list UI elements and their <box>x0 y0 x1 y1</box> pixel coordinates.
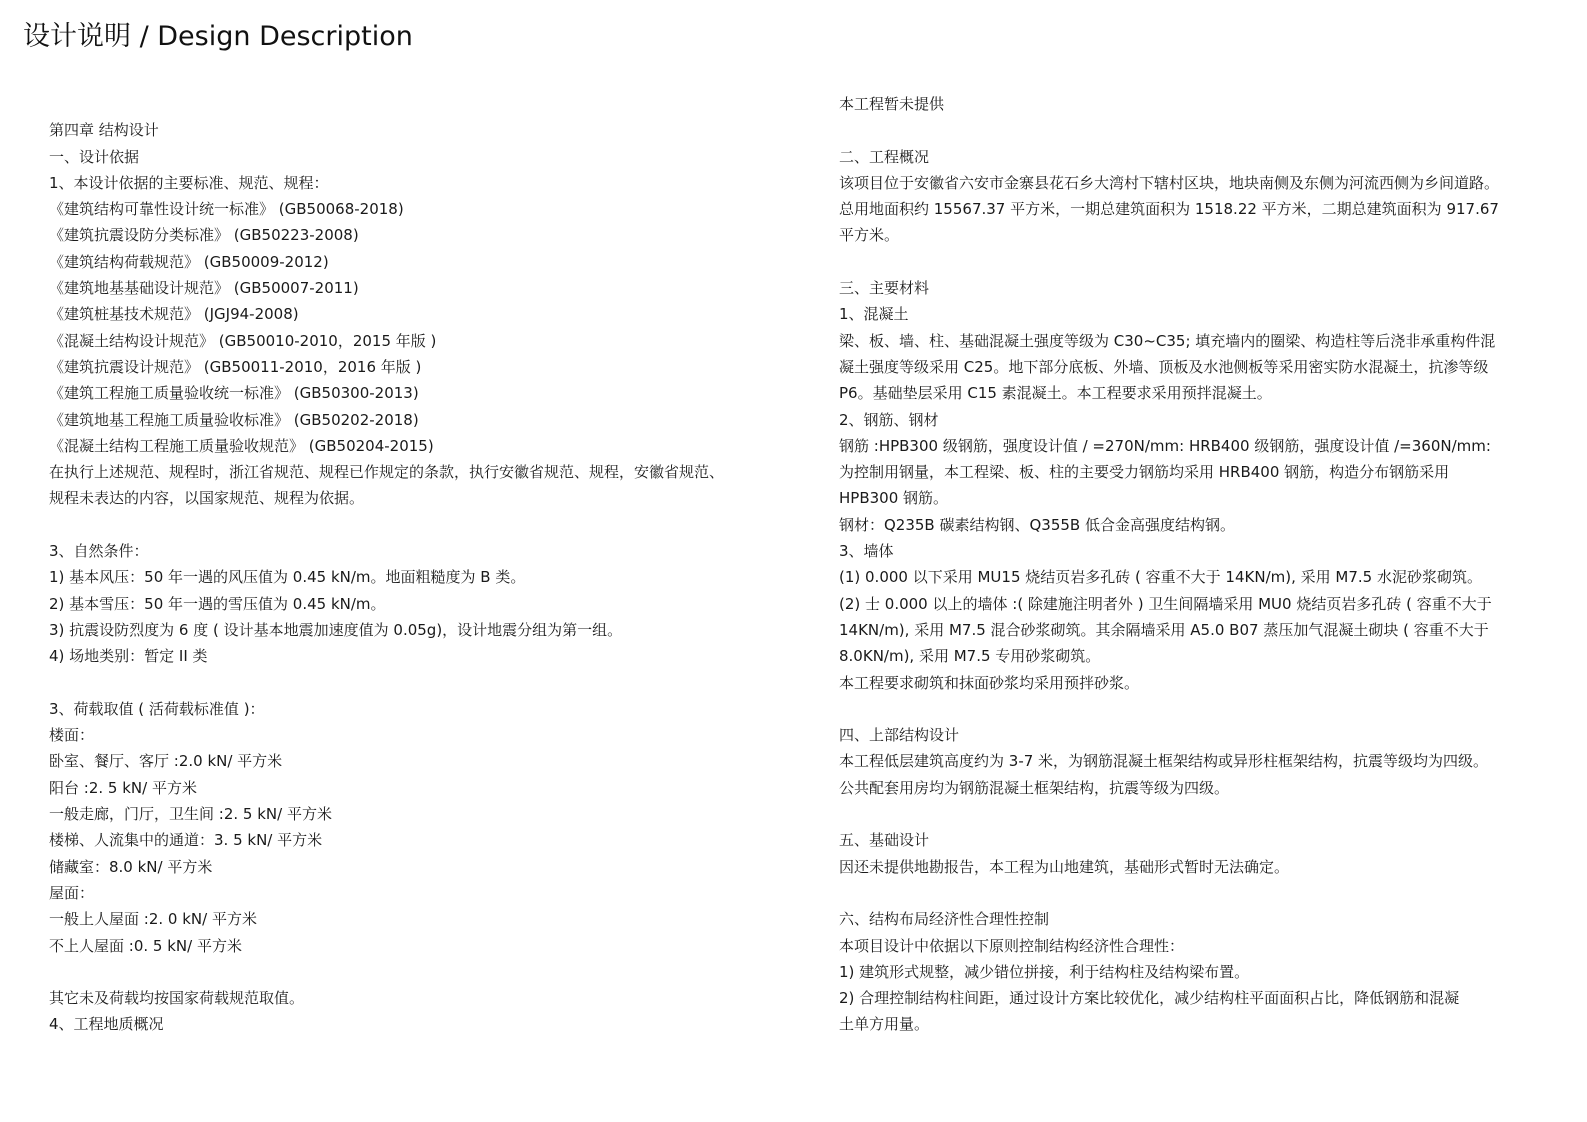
load-item: 储藏室：8.0 kN/ 平方米 <box>49 857 213 876</box>
text-line: 总用地面积约 15567.37 平方米，一期总建筑面积为 1518.22 平方米，二期总建筑面积为 917.67 <box>839 200 1499 219</box>
text-line: 为控制用钢量，本工程梁、板、柱的主要受力钢筋均采用 HRB400 钢筋，构造分布钢筋采用 <box>839 463 1450 482</box>
text-line <box>839 249 1539 275</box>
text-line: 平方米。 <box>839 226 900 245</box>
subsection-heading: 1、混凝土 <box>839 305 909 324</box>
text-line: 本工程要求砌筑和抹面砂浆均采用预拌砂浆。 <box>839 673 1140 692</box>
subsection-heading: 2、钢筋、钢材 <box>839 410 939 429</box>
text-line: 该项目位于安徽省六安市金寨县花石乡大湾村下辖村区块，地块南侧及东侧为河流西侧为乡间道路。 <box>839 173 1500 192</box>
text-line: 8.0KN/m), 采用 M7.5 专用砂浆砌筑。 <box>839 647 1101 666</box>
text-line <box>839 880 1539 906</box>
text-line: 钢材：Q235B 碳素结构钢、Q355B 低合金高强度结构钢。 <box>839 515 1235 534</box>
text-line: 梁、板、墙、柱、基础混凝土强度等级为 C30~C35; 填充墙内的圈梁、构造柱等后浇非承重构件混 <box>839 331 1496 350</box>
text-line: 4) 场地类别：暂定 II 类 <box>49 647 208 666</box>
text-line: 土单方用量。 <box>839 1015 930 1034</box>
text-line: 规程未表达的内容，以国家规范、规程为依据。 <box>49 489 365 508</box>
standard-item: 《建筑结构荷载规范》 (GB50009-2012) <box>49 252 329 271</box>
text-line <box>49 959 779 985</box>
text-line: 本项目设计中依据以下原则控制结构经济性合理性： <box>839 936 1185 955</box>
page-title: 设计说明 / Design Description <box>23 21 413 52</box>
text-line: 本工程暂未提供 <box>839 95 945 113</box>
chapter-heading: 第四章 结构设计 <box>49 121 159 140</box>
text-line: 1、本设计依据的主要标准、规范、规程： <box>49 173 329 192</box>
text-line: 因还未提供地勘报告，本工程为山地建筑，基础形式暂时无法确定。 <box>839 857 1290 876</box>
text-line <box>49 512 779 538</box>
section-heading: 三、主要材料 <box>839 279 930 298</box>
text-line <box>49 91 779 117</box>
standard-item: 《建筑桩基技术规范》 (JGJ94-2008) <box>49 305 299 324</box>
load-item: 不上人屋面 :0. 5 kN/ 平方米 <box>49 936 242 955</box>
text-line: 楼面： <box>49 726 95 745</box>
text-line <box>839 801 1539 827</box>
load-item: 一般走廊，门厅，卫生间 :2. 5 kN/ 平方米 <box>49 805 332 824</box>
text-line <box>49 670 779 696</box>
section-heading: 六、结构布局经济性合理性控制 <box>839 910 1050 929</box>
load-item: 阳台 :2. 5 kN/ 平方米 <box>49 778 197 797</box>
text-line: (1) 0.000 以下采用 MU15 烧结页岩多孔砖 ( 容重不大于 14KN/m), 采用 M7.5 水泥砂浆砌筑。 <box>839 568 1482 587</box>
section-heading: 五、基础设计 <box>839 831 930 850</box>
text-line: 公共配套用房均为钢筋混凝土框架结构，抗震等级为四级。 <box>839 778 1230 797</box>
standard-item: 《建筑地基基础设计规范》 (GB50007-2011) <box>49 279 359 298</box>
text-line: 本工程低层建筑高度约为 3-7 米，为钢筋混凝土框架结构或异形柱框架结构，抗震等级均为四级。 <box>839 752 1489 771</box>
section-heading: 3、自然条件： <box>49 542 149 561</box>
load-item: 卧室、餐厅、客厅 :2.0 kN/ 平方米 <box>49 752 283 771</box>
standard-item: 《建筑抗震设防分类标准》 (GB50223-2008) <box>49 226 359 245</box>
standard-item: 《混凝土结构设计规范》 (GB50010-2010，2015 年版 ) <box>49 331 437 350</box>
load-item: 一般上人屋面 :2. 0 kN/ 平方米 <box>49 910 257 929</box>
text-line: 在执行上述规范、规程时，浙江省规范、规程已作规定的条款，执行安徽省规范、规程，安徽省规范、 <box>49 463 725 482</box>
text-line <box>839 117 1539 143</box>
text-line: 2) 合理控制结构柱间距，通过设计方案比较优化，减少结构柱平面面积占比，降低钢筋和混凝 <box>839 989 1460 1008</box>
text-line: P6。基础垫层采用 C15 素混凝土。本工程要求采用预拌混凝土。 <box>839 384 1272 403</box>
right-text-column <box>839 91 1539 1038</box>
standard-item: 《混凝土结构工程施工质量验收规范》 (GB50204-2015) <box>49 436 434 455</box>
section-heading: 四、上部结构设计 <box>839 726 960 745</box>
text-line: 14KN/m), 采用 M7.5 混合砂浆砌筑。其余隔墙采用 A5.0 B07 蒸压加气混凝土砌块 ( 容重不大于 <box>839 620 1489 639</box>
text-line: 1) 建筑形式规整，减少错位拼接，利于结构柱及结构梁布置。 <box>839 962 1250 981</box>
subsection-heading: 3、墙体 <box>839 542 894 561</box>
text-line: 凝土强度等级采用 C25。地下部分底板、外墙、顶板及水池侧板等采用密实防水混凝土，抗渗等级 <box>839 357 1489 376</box>
standard-item: 《建筑抗震设计规范》 (GB50011-2010，2016 年版 ) <box>49 357 422 376</box>
text-line: 其它未及荷载均按国家荷载规范取值。 <box>49 989 305 1008</box>
section-heading: 3、荷载取值 ( 活荷载标准值 )： <box>49 699 265 718</box>
text-line: 1) 基本风压：50 年一遇的风压值为 0.45 kN/m。地面粗糙度为 B 类。 <box>49 568 526 587</box>
section-heading: 二、工程概况 <box>839 147 930 166</box>
text-line: 3) 抗震设防烈度为 6 度 ( 设计基本地震加速度值为 0.05g)，设计地震分组为第一组。 <box>49 620 623 639</box>
section-heading: 一、设计依据 <box>49 147 140 166</box>
standard-item: 《建筑工程施工质量验收统一标准》 (GB50300-2013) <box>49 384 419 403</box>
standard-item: 《建筑地基工程施工质量验收标准》 (GB50202-2018) <box>49 410 419 429</box>
left-text-column <box>49 91 779 1038</box>
text-line <box>839 696 1539 722</box>
text-line: 钢筋 :HPB300 级钢筋，强度设计值 / =270N/mm: HRB400 级钢筋，强度设计值 /=360N/mm: <box>839 436 1491 455</box>
text-line: 屋面： <box>49 883 95 902</box>
text-line: (2) 士 0.000 以上的墙体 :( 除建施注明者外 ) 卫生间隔墙采用 MU0 烧结页岩多孔砖 ( 容重不大于 <box>839 594 1492 613</box>
load-item: 楼梯、人流集中的通道：3. 5 kN/ 平方米 <box>49 831 323 850</box>
text-line: HPB300 钢筋。 <box>839 489 949 508</box>
text-line: 2) 基本雪压：50 年一遇的雪压值为 0.45 kN/m。 <box>49 594 386 613</box>
standard-item: 《建筑结构可靠性设计统一标准》 (GB50068-2018) <box>49 200 404 219</box>
section-heading: 4、工程地质概况 <box>49 1015 164 1034</box>
